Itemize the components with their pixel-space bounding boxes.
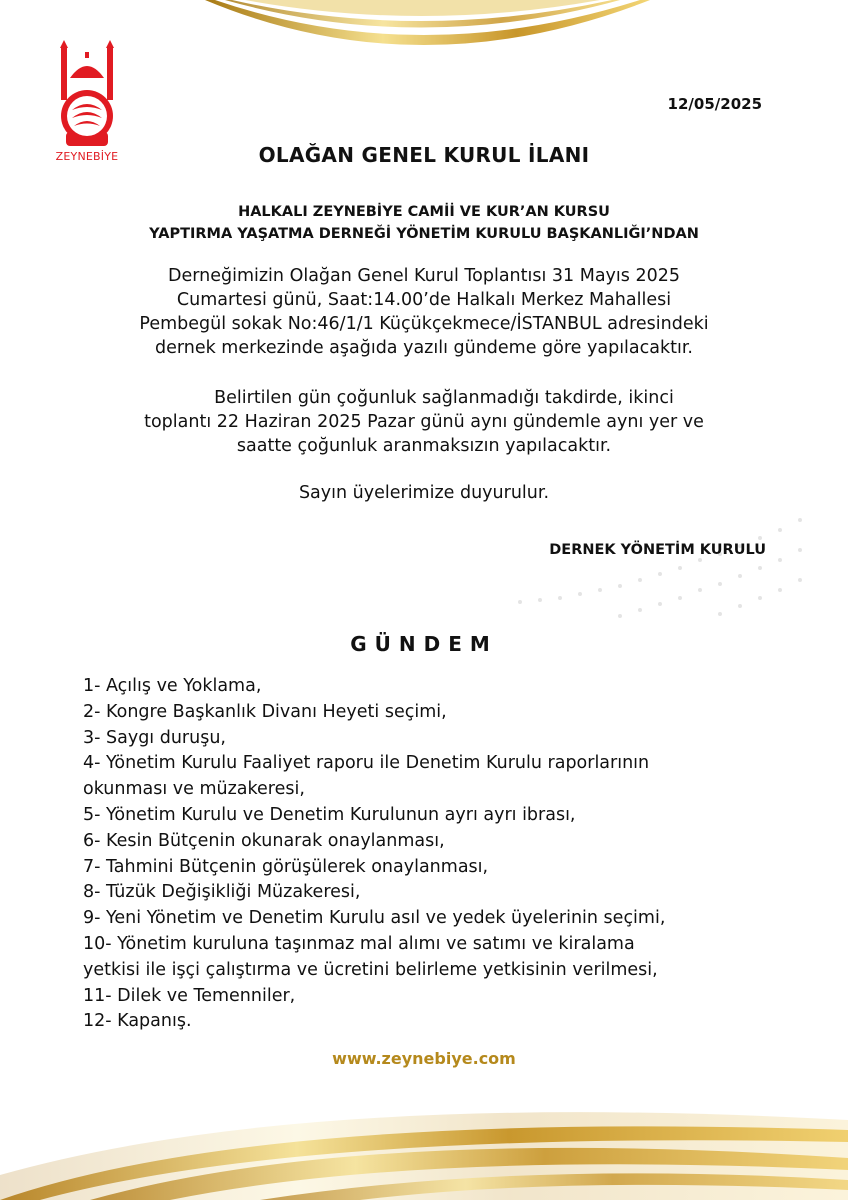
agenda-item: 2- Kongre Başkanlık Divanı Heyeti seçimi, (83, 701, 447, 722)
agenda-item: 10- Yönetim kuruluna taşınmaz mal alımı ve satımı ve kiralama (83, 933, 635, 954)
bottom-gold-swoosh (0, 1080, 848, 1200)
website-link[interactable]: www.zeynebiye.com (332, 1049, 516, 1068)
agenda-list (83, 674, 783, 1035)
paragraph-line: toplantı 22 Haziran 2025 Pazar günü aynı gündemle aynı yer ve (144, 412, 704, 432)
paragraph-line: saatte çoğunluk aranmaksızın yapılacaktır. (236, 436, 612, 456)
paragraph-line: Belirtilen gün çoğunluk sağlanmadığı takdirde, ikinci (214, 388, 674, 408)
agenda-item: 7- Tahmini Bütçenin görüşülerek onaylanması, (83, 856, 489, 877)
agenda-item: yetkisi ile işçi çalıştırma ve ücretini belirleme yetkisinin verilmesi, (83, 959, 658, 980)
agenda-item: 8- Tüzük Değişikliği Müzakeresi, (83, 882, 361, 903)
agenda-item: 1- Açılış ve Yoklama, (83, 676, 262, 696)
agenda-item: okunması ve müzakeresi, (83, 779, 305, 800)
agenda-item: 12- Kapanış. (83, 1011, 192, 1032)
signature: DERNEK YÖNETİM KURULU (549, 542, 766, 558)
agenda-item: 6- Kesin Bütçenin okunarak onaylanması, (83, 830, 445, 851)
meeting-paragraph (0, 264, 848, 360)
agenda-heading: GÜNDEM (350, 632, 498, 656)
top-gold-swoosh (0, 0, 848, 60)
second-meeting-paragraph (0, 386, 848, 458)
agenda-item: 9- Yeni Yönetim ve Denetim Kurulu asıl ve yedek üyelerinin seçimi, (83, 908, 666, 929)
paragraph-line: dernek merkezinde aşağıda yazılı gündeme göre yapılacaktır. (154, 338, 693, 358)
background-dot-pattern (380, 500, 820, 700)
paragraph-line: Cumartesi günü, Saat:14.00’de Halkalı Merkez Mahallesi (176, 290, 672, 310)
notice-line: Sayın üyelerimize duyurulur. (298, 483, 550, 503)
paragraph-line: Derneğimizin Olağan Genel Kurul Toplantısı 31 Mayıs 2025 (168, 266, 680, 286)
subtitle-line: HALKALI ZEYNEBİYE CAMİİ VE KUR’AN KURSU (238, 204, 610, 220)
agenda-item: 11- Dilek ve Temenniler, (83, 985, 296, 1006)
agenda-item: 5- Yönetim Kurulu ve Denetim Kurulunun ayrı ayrı ibrası, (83, 804, 576, 825)
agenda-item: 3- Saygı duruşu, (83, 727, 226, 748)
brand-name: ZEYNEBİYE (55, 150, 119, 163)
paragraph-line: Pembegül sokak No:46/1/1 Küçükçekmece/İSTANBUL adresindeki (139, 314, 709, 334)
agenda-item: 4- Yönetim Kurulu Faaliyet raporu ile Denetim Kurulu raporlarının (83, 753, 650, 774)
subtitle-line: YAPTIRMA YAŞATMA DERNEĞİ YÖNETİM KURULU BAŞKANLIĞI’NDAN (149, 226, 699, 242)
page-title: OLAĞAN GENEL KURUL İLANI (258, 143, 590, 167)
announcement-date: 12/05/2025 (667, 95, 762, 113)
